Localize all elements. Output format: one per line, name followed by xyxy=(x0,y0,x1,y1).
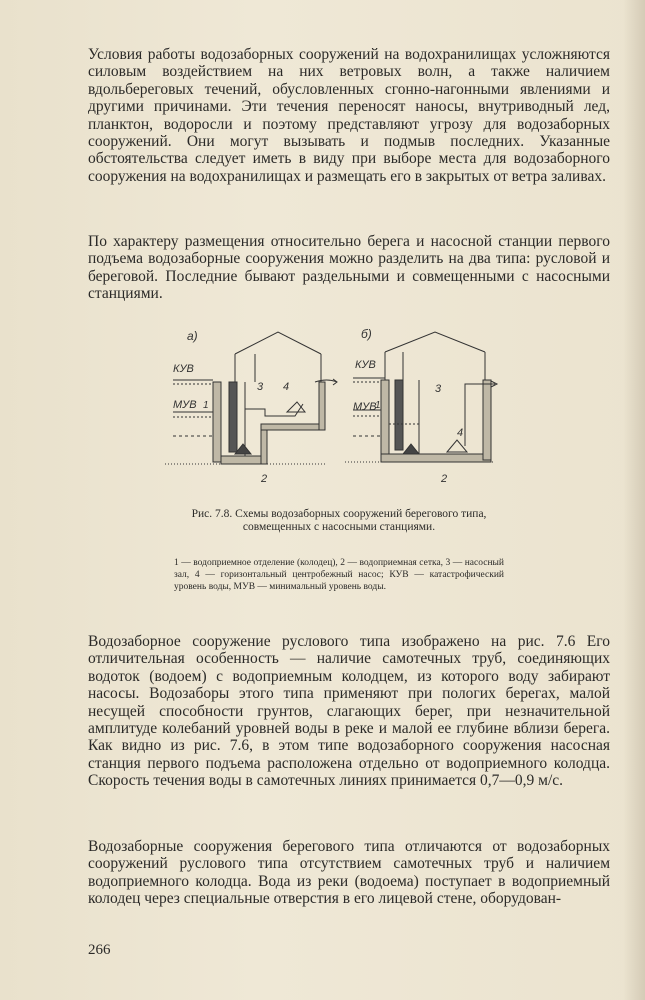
figure-caption: Рис. 7.8. Схемы водозаборных сооружений берегового типа, совмещенных с насосными станциями. xyxy=(191,508,487,533)
paragraph-2 xyxy=(88,233,610,303)
paragraph-3-text: Водозаборное сооружение руслового типа изображено на рис. 7.6 Его отличительная особенность — наличие самотечных труб, соединяющих водоток (водоем) с водоприемным колодцем, из которого воду забирают насосы. Водозаборы этого типа применяют при пологих берегах, малой несущей способности грунтов, слагающих берег, при незначительной амплитуде колебаний уровней воды в реке и малой ее глубине вблизи берега. Как видно из рис. 7.6, в этом типе водозаборного сооружения насосная станция первого подъема расположена отдельно от водоприемного колодца. Скорость течения воды в самотечных линиях принимается 0,7—0,9 м/с. xyxy=(88,633,610,790)
panel-b-bottom xyxy=(381,454,491,462)
panel-a-n3: 3 xyxy=(257,381,264,393)
paragraph-3 xyxy=(88,633,610,790)
panel-b-suction xyxy=(403,444,419,454)
panel-a-floor xyxy=(261,424,325,430)
panel-b-n3: 3 xyxy=(435,383,442,395)
page-edge-shadow xyxy=(623,0,645,1000)
panel-b-kuv: КУВ xyxy=(355,359,376,371)
panel-b-screen xyxy=(395,380,403,450)
panel-a-n1: 1 xyxy=(203,400,209,411)
panel-b-front-wall xyxy=(381,380,389,460)
panel-a-muv: МУВ xyxy=(173,399,197,411)
panel-a-kuv: КУВ xyxy=(173,363,194,375)
panel-a-pipe xyxy=(245,404,303,416)
panel-b-pump xyxy=(447,440,467,452)
panel-a-screen xyxy=(229,382,237,452)
panel-a-bottom xyxy=(221,456,261,464)
paragraph-1 xyxy=(88,46,610,185)
panel-b-muv: МУВ xyxy=(353,401,377,413)
panel-a xyxy=(165,329,337,485)
panel-a-front-wall xyxy=(213,382,221,462)
paragraph-1-text: Условия работы водозаборных сооружений на водохранилищах усложняются силовым воздействием на них ветровых волн, а также наличием вдольбереговых течений, обусловленных сгонно-нагонными явлениями и другими причинами. Эти течения переносят наносы, внутриводный лед, планктон, водоросли и поэтому представляют угрозу для водозаборных сооружений. Они могут вызывать и подмыв последних. Указанные обстоятельства следует иметь в виду при выборе места для водозаборного сооружения на водохранилищах и размещать его в закрытых от ветра заливах. xyxy=(88,46,610,185)
figure-legend: 1 — водоприемное отделение (колодец), 2 — водоприемная сетка, 3 — насосный зал, 4 — горизонтальный центробежный насос; КУВ — катастрофический уровень воды, МУВ — минимальный уровень воды. xyxy=(174,558,504,592)
panel-a-pump xyxy=(287,402,305,412)
panel-a-label: а) xyxy=(187,329,198,343)
panel-a-n4: 4 xyxy=(283,381,290,393)
figure-7-8 xyxy=(165,324,505,494)
panel-b-n1: 1 xyxy=(375,400,381,411)
panel-b-label: б) xyxy=(361,327,372,341)
panel-b-back-wall xyxy=(483,380,491,460)
panel-b-roof xyxy=(385,332,485,352)
panel-a-n2: 2 xyxy=(261,473,268,485)
paragraph-4 xyxy=(88,838,610,908)
panel-b-n2: 2 xyxy=(441,473,448,485)
paragraph-2-text: По характеру размещения относительно берега и насосной станции первого подъема водозаборные сооружения можно разделить на два типа: русловой и береговой. Последние бывают раздельными и совмещенными с насосными станциями. xyxy=(88,233,610,303)
panel-b-n4: 4 xyxy=(457,427,464,439)
panel-a-arrow xyxy=(333,379,337,385)
panel-a-outflow xyxy=(315,380,337,382)
page-number: 266 xyxy=(88,942,111,958)
panel-a-back-wall xyxy=(319,382,325,430)
panel-b xyxy=(345,327,497,485)
paragraph-4-text: Водозаборные сооружения берегового типа отличаются от водозаборных сооружений руслового типа отсутствием самотечных труб и наличием водоприемного колодца. Вода из реки (водоема) поступает в водоприемный колодец через специальные отверстия в его лицевой стене, оборудован- xyxy=(88,838,610,908)
panel-a-roof xyxy=(235,332,321,354)
